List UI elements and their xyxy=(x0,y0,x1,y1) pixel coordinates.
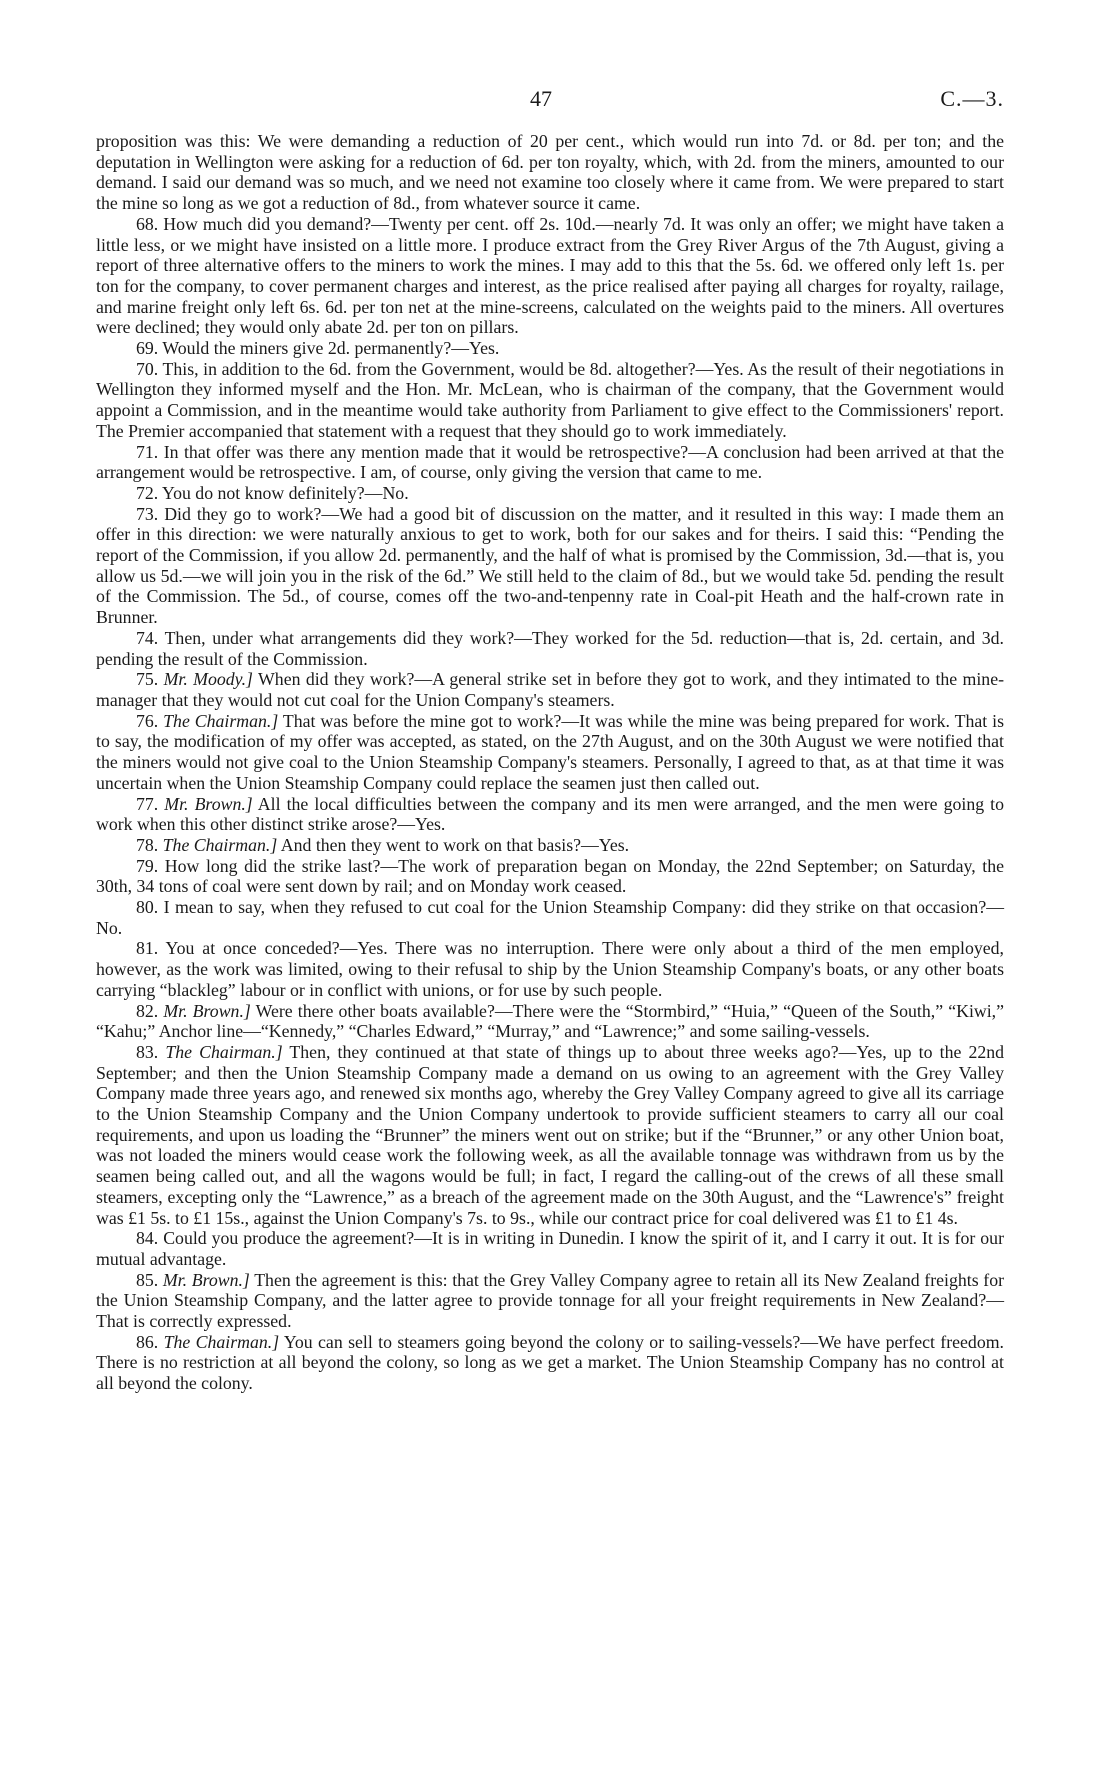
paragraph-text: 80. I mean to say, when they refused to cut coal for the Union Steamship Company: did they strike on that occasion?—No. xyxy=(96,897,1004,938)
paragraph-text: 69. Would the miners give 2d. permanently?—Yes. xyxy=(136,338,500,359)
paragraph-text: 81. You at once conceded?—Yes. There was no interruption. There were only about a third of the men employed, however, as the work was limited, owing to their refusal to ship by the Union Steamship Company's boats, or any other boats carrying “blackleg” labour or in conflict with unions, or for use by such people. xyxy=(96,938,1004,1000)
testimony-paragraph xyxy=(96,897,1004,938)
question-number: 77. xyxy=(136,793,165,814)
speaker-label: The Chairman.] xyxy=(165,1041,283,1062)
testimony-paragraph xyxy=(96,442,1004,483)
paragraph-text: When did they work?—A general strike set in before they got to work, and they intimated to the mine-manager that they would not cut coal for the Union Company's steamers. xyxy=(96,669,1005,710)
speaker-label: Mr. Brown.] xyxy=(163,1000,251,1021)
paragraph-text: Were there other boats available?—There were the “Stormbird,” “Huia,” “Queen of the South,” “Kiwi,” “Kahu;” Anchor line—“Kennedy,” “Charles Edward,” “Murray,” and “Lawrence;” and some sailing-vessels. xyxy=(96,1000,1005,1042)
speaker-label: Mr. Brown.] xyxy=(164,793,253,814)
paragraph-text: And then they went to work on that basis?—Yes. xyxy=(280,834,630,855)
question-number: 86. xyxy=(136,1331,164,1352)
paragraph-text: 72. You do not know definitely?—No. xyxy=(136,482,409,503)
question-number: 82. xyxy=(136,1000,164,1021)
continuation-paragraph xyxy=(96,131,1004,214)
paragraph-text: You can sell to steamers going beyond the colony or to sailing-vessels?—We have perfect freedom. There is no restriction at all beyond the colony, so long as we get a market. The Union Steamship Company has no control at all beyond the colony. xyxy=(96,1331,1004,1394)
paragraph-text: Then the agreement is this: that the Grey Valley Company agree to retain all its New Zealand freights for the Union Steamship Company, and the latter agree to provide tonnage for all your freight requirements in New Zealand?—That is correctly expressed. xyxy=(96,1269,1005,1332)
paragraph-text: 79. How long did the strike last?—The work of preparation began on Monday, the 22nd September; on Saturday, the 30th, 34 tons of coal were sent down by rail; and on Monday work ceased. xyxy=(96,855,1004,897)
testimony-paragraph xyxy=(96,1270,1004,1332)
testimony-paragraph xyxy=(96,1001,1004,1042)
question-number: 78. xyxy=(136,834,163,855)
testimony-paragraph xyxy=(96,669,1004,710)
document-code: C.—3. xyxy=(940,86,1004,111)
question-number: 75. xyxy=(136,669,164,690)
speaker-label: Mr. Brown.] xyxy=(162,1269,250,1290)
question-number: 83. xyxy=(136,1041,166,1062)
paragraph-text: That was before the mine got to work?—It was while the mine was being prepared for work. That is to say, the modification of my offer was accepted, as stated, on the 27th August, and on the 30th August we were notified that the miners would not give coal to the Union Steamship Company's steamers. Personally, I agreed to that, as at that time it was uncertain when the Union Steamship Company could replace the seamen just then called out. xyxy=(96,710,1005,793)
paragraph-text: 73. Did they go to work?—We had a good bit of discussion on the matter, and it resulted in this way: I made them an offer in this direction: we were naturally anxious to get to work, both for our sakes and for theirs. I said this: “Pending the report of the Commission, if you allow 2d. permanently, and the half of what is promised by the Commission, 3d.—that is, you allow us 5d.—we will join you in the risk of the 6d.” We still held to the claim of 8d., but we would take 5d. pending the result of the Commission. The 5d., of course, comes off the two-and-tenpenny rate in Coal-pit Heath and the half-crown rate in Brunner. xyxy=(96,503,1004,628)
speaker-label: The Chairman.] xyxy=(163,1331,280,1352)
paragraph-text: Then, they continued at that state of things up to about three weeks ago?—Yes, up to the 22nd September; and then the Union Steamship Company made a demand on us owing to an agreement with the Grey Valley Company made three years ago, and renewed six months ago, whereby the Grey Valley Company agreed to give all its carriage to the Union Steamship Company and the Union Company undertook to provide sufficient steamers to carry all our coal requirements, and upon us loading the “Brunner” the miners went out on strike; but if the “Brunner,” or any other Union boat, was not loaded the miners would cease work the following week, as all the available tonnage was withdrawn from us by the seamen being called out, and all the wagons would be full; in fact, I regard the calling-out of the crews of all these small steamers, excepting only the “Lawrence,” as a breach of the agreement made on the 30th August, and the “Lawrence's” freight was £1 5s. to £1 15s., against the Union Company's 7s. to 9s., while our contract price for coal delivered was £1 to £1 4s. xyxy=(96,1041,1005,1228)
paragraph-text: 71. In that offer was there any mention made that it would be retrospective?—A conclusion had been arrived at that the arrangement would be retrospective. I am, of course, only giving the version that came to me. xyxy=(96,441,1004,483)
body-text xyxy=(96,131,1004,1394)
testimony-paragraph xyxy=(96,1042,1004,1228)
paragraph-text: 74. Then, under what arrangements did they work?—They worked for the 5d. reduction—that is, 2d. certain, and 3d. pending the result of the Commission. xyxy=(96,627,1004,669)
testimony-paragraph xyxy=(96,711,1004,794)
testimony-paragraph xyxy=(96,856,1004,897)
page-number: 47 xyxy=(530,86,552,111)
paragraph-text: 84. Could you produce the agreement?—It is in writing in Dunedin. I know the spirit of it, and I carry it out. It is for our mutual advantage. xyxy=(96,1228,1004,1269)
question-number: 76. xyxy=(136,710,164,731)
testimony-paragraph xyxy=(96,1228,1004,1269)
testimony-paragraph xyxy=(96,338,1004,359)
testimony-paragraph xyxy=(96,359,1004,442)
testimony-paragraph xyxy=(96,628,1004,669)
testimony-paragraph xyxy=(96,794,1004,835)
testimony-paragraph xyxy=(96,1332,1004,1394)
paragraph-text: proposition was this: We were demanding a reduction of 20 per cent., which would run into 7d. or 8d. per ton; and the deputation in Wellington were asking for a reduction of 6d. per ton royalty, which, with 2d. from the miners, amounted to our demand. I said our demand was so much, and we need not examine too closely where it came from. We were prepared to start the mine so long as we got a reduction of 8d., from whatever source it came. xyxy=(96,131,1004,214)
speaker-label: Mr. Moody.] xyxy=(163,669,253,690)
testimony-paragraph xyxy=(96,214,1004,338)
speaker-label: The Chairman.] xyxy=(163,710,279,731)
testimony-paragraph xyxy=(96,483,1004,504)
testimony-paragraph xyxy=(96,835,1004,856)
paragraph-text: 68. How much did you demand?—Twenty per cent. off 2s. 10d.—nearly 7d. It was only an offer; we might have taken a little less, or we might have insisted on a little more. I produce extract from the Grey River Argus of the 7th August, giving a report of three alternative offers to the miners to work the mines. I may add to this that the 5s. 6d. we offered only left 1s. per ton for the company, to cover permanent charges and interest, as the price realised after paying all charges for royalty, railage, and marine freight only left 6s. 6d. per ton net at the mine-screens, calculated on the weights paid to the miners. All overtures were declined; they would only abate 2d. per ton on pillars. xyxy=(96,213,1004,338)
testimony-paragraph xyxy=(96,938,1004,1000)
paragraph-text: All the local difficulties between the company and its men were arranged, and the men were going to work when this other distinct strike arose?—Yes. xyxy=(96,793,1004,835)
question-number: 85. xyxy=(136,1269,163,1290)
page-header xyxy=(0,86,1114,114)
testimony-paragraph xyxy=(96,504,1004,628)
paragraph-text: 70. This, in addition to the 6d. from the Government, would be 8d. altogether?—Yes. As the result of their negotiations in Wellington they informed myself and the Hon. Mr. McLean, who is chairman of the company, that the Government would appoint a Commission, and in the meantime would take authority from Parliament to give effect to the Commissioners' report. The Premier accompanied that statement with a request that they should go to work immediately. xyxy=(96,358,1004,441)
speaker-label: The Chairman.] xyxy=(162,834,278,855)
